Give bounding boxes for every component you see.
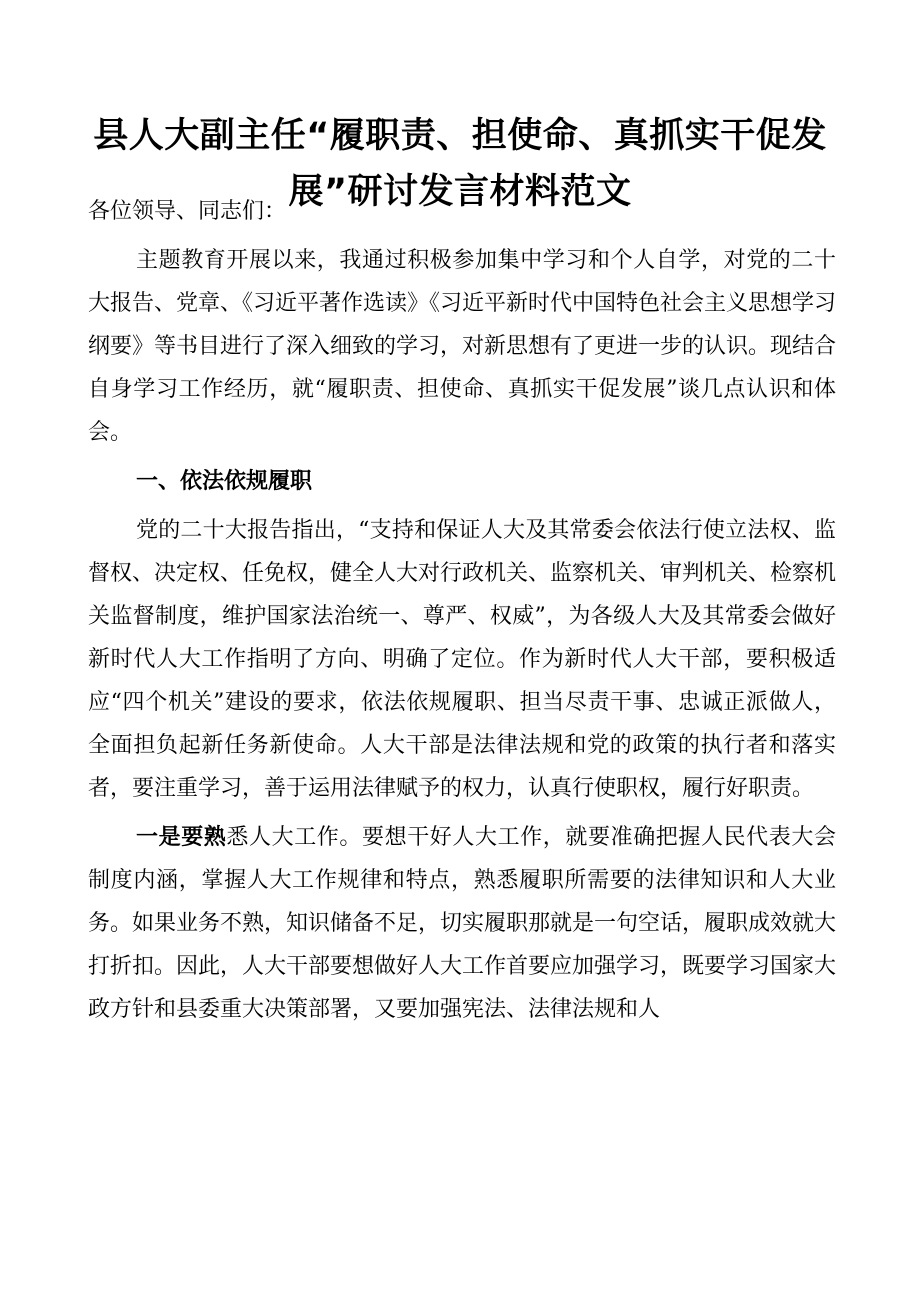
document-body <box>88 190 836 1031</box>
title-line-1: 县人大副主任“履职责、担使命、真抓实干促发 <box>93 116 827 156</box>
salutation: 各位领导、同志们： <box>88 199 287 224</box>
point-1-paragraph <box>88 816 836 1031</box>
point-1-text: 悉人大工作。要想干好人大工作，就要准确把握人民代表大会制度内涵，掌握人大工作规律和特点，熟悉履职所需要的法律知识和人大业务。如果业务不熟，知识储备不足，切实履职那就是一句空话，履职成效就大打折扣。因此，人大干部要想做好人大工作首要应加强学习，既要学习国家大政方针和县委重大决策部署，又要加强宪法、法律法规和人 <box>88 825 837 1022</box>
section-heading-1: 一、依法依规履职 <box>136 469 313 494</box>
intro-paragraph: 主题教育开展以来，我通过积极参加集中学习和个人自学，对党的二十大报告、党章、《习近平著作选读》《习近平新时代中国特色社会主义思想学习纲要》等书目进行了深入细致的学习，对新思想有了更进一步的认识。现结合自身学习工作经历，就“履职责、担使命、真抓实干促发展”谈几点认识和体会。 <box>88 248 837 445</box>
section-1-paragraph: 党的二十大报告指出，“支持和保证人大及其常委会依法行使立法权、监督权、决定权、任免权，健全人大对行政机关、监察机关、审判机关、检察机关监督制度，维护国家法治统一、尊严、权威”，为各级人大及其常委会做好新时代人大工作指明了方向、明确了定位。作为新时代人大干部，要积极适应“四个机关”建设的要求，依法依规履职、担当尽责干事、忠诚正派做人，全面担负起新任务新使命。人大干部是法律法规和党的政策的执行者和落实者，要注重学习，善于运用法律赋予的权力，认真行使职权，履行好职责。 <box>88 518 837 801</box>
point-1-lead: 一是要熟 <box>136 825 227 850</box>
title-line-2: 展”研讨发言材料范文 <box>288 172 632 212</box>
